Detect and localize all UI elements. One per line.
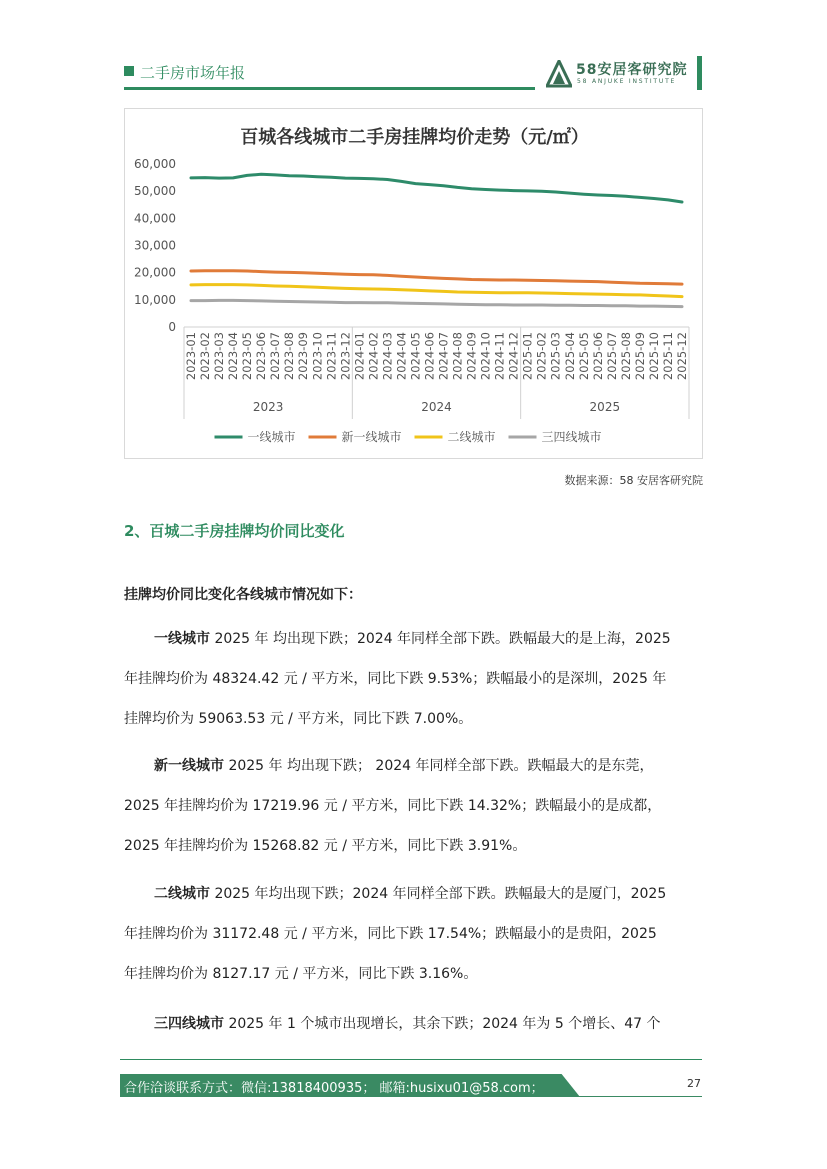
y-tick-label: 40,000 — [134, 211, 176, 226]
year-label: 2024 — [421, 400, 452, 414]
x-tick-label: 2024-03 — [380, 332, 395, 381]
x-tick-label: 2024-07 — [436, 332, 451, 381]
x-tick-label: 2023-11 — [324, 332, 339, 381]
data-source: 数据来源：58 安居客研究院 — [564, 474, 703, 487]
chart-container — [124, 108, 703, 459]
paragraph-tier2 — [124, 874, 704, 994]
page-number: 27 — [687, 1077, 701, 1090]
x-tick-label: 2024-02 — [366, 332, 381, 381]
paragraph-tier3-4 — [124, 1004, 704, 1044]
paragraph-text: 2025 年均出现下跌；2024 年同样全部下跌。跌幅最大的是厦门，2025 — [210, 886, 667, 902]
header-square-icon — [124, 66, 134, 76]
header-accent-bar — [697, 56, 702, 90]
x-tick-label: 2025-09 — [632, 332, 647, 381]
y-tick-label: 60,000 — [134, 157, 176, 171]
x-tick-label: 2025-12 — [674, 332, 689, 381]
legend-label: 三四线城市 — [541, 430, 602, 444]
paragraph-new-tier1 — [124, 746, 704, 866]
x-tick-label: 2025-03 — [548, 332, 563, 381]
y-tick-label: 30,000 — [134, 238, 176, 253]
report-title: 二手房市场年报 — [140, 64, 246, 82]
x-tick-label: 2025-07 — [604, 332, 619, 381]
logo-mark-icon — [546, 60, 572, 88]
x-tick-label: 2023-07 — [268, 332, 283, 381]
paragraph-lead: 三四线城市 — [154, 1016, 224, 1032]
x-tick-label: 2023-03 — [212, 332, 227, 381]
x-tick-label: 2025-02 — [534, 332, 549, 381]
x-tick-label: 2023-02 — [198, 332, 213, 381]
paragraph-lead: 二线城市 — [154, 886, 210, 902]
year-label: 2025 — [589, 400, 621, 414]
x-tick-label: 2025-10 — [646, 332, 661, 381]
paragraph-line: 年挂牌均价为 48324.42 元 / 平方米，同比下跌 9.53%；跌幅最小的是深圳，2025 年 — [124, 671, 667, 687]
x-tick-label: 2024-01 — [352, 332, 367, 381]
paragraph-text: 2025 年 均出现下跌； 2024 年同样全部下跌。跌幅最大的是东莞， — [224, 758, 654, 774]
section-subheading: 挂牌均价同比变化各线城市情况如下： — [124, 587, 362, 603]
x-tick-label: 2025-08 — [618, 332, 633, 381]
year-label: 2023 — [252, 400, 284, 414]
logo-text-cn: 58安居客研究院 — [576, 62, 688, 78]
paragraph-line: 挂牌均价为 59063.53 元 / 平方米，同比下跌 7.00%。 — [124, 711, 473, 727]
chart-title: 百城各线城市二手房挂牌均价走势（元/㎡） — [240, 127, 589, 148]
x-tick-label: 2024-12 — [506, 332, 521, 381]
x-tick-label: 2023-01 — [184, 332, 199, 381]
x-tick-label: 2025-04 — [562, 332, 577, 381]
paragraph-tier1 — [124, 619, 704, 739]
x-tick-label: 2023-12 — [338, 332, 353, 381]
x-tick-label: 2025-05 — [576, 332, 591, 381]
paragraph-lead: 新一线城市 — [154, 758, 224, 774]
paragraph-line: 2025 年挂牌均价为 15268.82 元 / 平方米，同比下跌 3.91%。 — [124, 838, 527, 854]
paragraph-line: 2025 年挂牌均价为 17219.96 元 / 平方米，同比下跌 14.32%；跌幅最小的是成都， — [124, 798, 662, 814]
series-line — [191, 285, 682, 297]
x-tick-label: 2024-05 — [408, 332, 423, 381]
paragraph-line: 年挂牌均价为 8127.17 元 / 平方米，同比下跌 3.16%。 — [124, 966, 478, 982]
x-tick-label: 2024-04 — [394, 332, 409, 381]
x-tick-label: 2023-05 — [240, 332, 255, 381]
logo-text-en: 58 ANJUKE INSTITUTE — [577, 78, 677, 85]
x-tick-label: 2024-06 — [422, 332, 437, 381]
y-tick-label: 20,000 — [134, 265, 176, 280]
footer-divider — [120, 1059, 702, 1060]
x-tick-label: 2025-06 — [590, 332, 605, 381]
section-heading: 2、百城二手房挂牌均价同比变化 — [124, 522, 345, 540]
y-tick-label: 0 — [168, 320, 176, 334]
x-tick-label: 2023-10 — [310, 332, 325, 381]
anjuke-logo — [546, 58, 696, 92]
paragraph-text: 2025 年 1 个城市出现增长，其余下跌；2024 年为 5 个增长、47 个 — [224, 1016, 661, 1032]
paragraph-lead: 一线城市 — [154, 631, 210, 647]
series-line — [191, 271, 682, 284]
x-tick-label: 2025-01 — [520, 332, 535, 381]
x-tick-label: 2024-09 — [464, 332, 479, 381]
footer-contact: 合作洽谈联系方式：微信:13818400935； 邮箱:husixu01@58.com； — [124, 1081, 544, 1096]
paragraph-line — [124, 874, 704, 914]
x-tick-label: 2024-10 — [478, 332, 493, 381]
legend-label: 新一线城市 — [341, 430, 402, 444]
legend-label: 二线城市 — [447, 430, 496, 444]
x-tick-label: 2025-11 — [660, 332, 675, 381]
series-line — [191, 300, 682, 306]
footer-rule — [575, 1096, 702, 1097]
series-line — [191, 174, 682, 202]
header-divider — [124, 87, 535, 90]
paragraph-text: 2025 年 均出现下跌；2024 年同样全部下跌。跌幅最大的是上海，2025 — [210, 631, 671, 647]
paragraph-line: 年挂牌均价为 31172.48 元 / 平方米，同比下跌 17.54%；跌幅最小的是贵阳，2025 — [124, 926, 657, 942]
paragraph-line — [124, 746, 704, 786]
legend-label: 一线城市 — [247, 430, 296, 444]
paragraph-line — [124, 619, 704, 659]
y-tick-label: 10,000 — [134, 292, 176, 307]
x-tick-label: 2023-06 — [254, 332, 269, 381]
x-tick-label: 2024-08 — [450, 332, 465, 381]
x-tick-label: 2023-08 — [282, 332, 297, 381]
paragraph-line — [124, 1004, 704, 1044]
x-tick-label: 2024-11 — [492, 332, 507, 381]
x-tick-label: 2023-04 — [226, 332, 241, 381]
y-tick-label: 50,000 — [134, 184, 176, 199]
line-chart — [125, 109, 704, 460]
x-tick-label: 2023-09 — [296, 332, 311, 381]
